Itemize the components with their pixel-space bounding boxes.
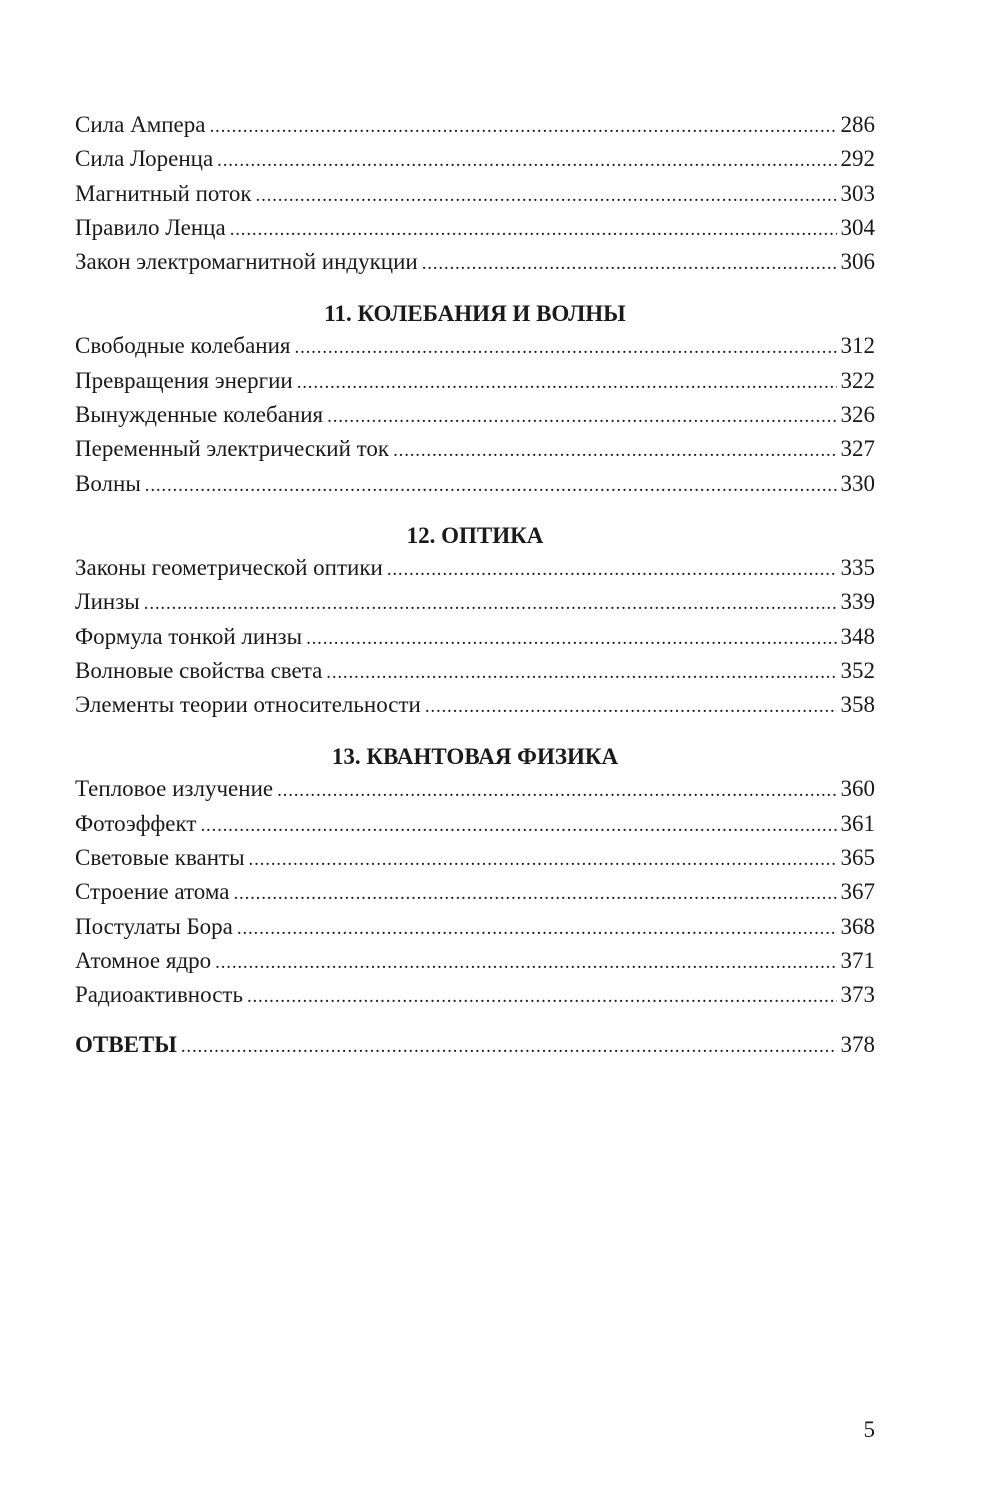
toc-entry-title: Переменный электрический ток xyxy=(75,436,390,462)
toc-entry-page: 373 xyxy=(840,982,875,1008)
toc-entry-page: 361 xyxy=(840,810,875,836)
dot-leader xyxy=(327,406,836,428)
toc-entry-title: Постулаты Бора xyxy=(75,913,233,939)
toc-entry-page: 368 xyxy=(840,913,875,939)
section-heading[interactable]: 13. КВАНТОВАЯ ФИЗИКА xyxy=(331,744,619,770)
toc-entry-page: 327 xyxy=(840,436,875,462)
dot-leader xyxy=(326,662,836,684)
toc-entry-page: 312 xyxy=(840,333,875,359)
toc-entry-title: Радиоактивность xyxy=(75,982,243,1008)
dot-leader xyxy=(425,696,837,718)
dot-leader xyxy=(215,952,836,974)
toc-entry[interactable] xyxy=(75,624,875,658)
toc-entry-page: 367 xyxy=(840,879,875,905)
toc-entry-page: 352 xyxy=(840,657,875,683)
toc-entry[interactable] xyxy=(75,982,875,1016)
dot-leader xyxy=(256,185,837,207)
dot-leader xyxy=(144,593,837,615)
toc-entry[interactable] xyxy=(75,776,875,810)
toc-entry-title: Атомное ядро xyxy=(75,947,212,973)
toc-entry[interactable] xyxy=(75,879,875,913)
toc-entry-page: 326 xyxy=(840,402,875,428)
toc-entry-title: Превращения энергии xyxy=(75,367,293,393)
toc-entry[interactable] xyxy=(75,249,875,283)
toc-entry[interactable] xyxy=(75,436,875,470)
toc-entry-page: 306 xyxy=(840,249,875,275)
toc-entry-title: Тепловое излучение xyxy=(75,776,274,802)
toc-entry-page: 339 xyxy=(840,589,875,615)
toc-entry-page: 304 xyxy=(840,214,875,240)
dot-leader xyxy=(387,559,837,581)
toc-entry[interactable] xyxy=(75,146,875,180)
dot-leader xyxy=(297,372,837,394)
table-of-contents xyxy=(75,112,875,1066)
toc-entry-page: 348 xyxy=(840,623,875,649)
toc-entry-title: Правило Ленца xyxy=(75,214,226,240)
toc-entry-title: Законы геометрической оптики xyxy=(75,554,383,580)
toc-entry-title: Закон электромагнитной индукции xyxy=(75,249,418,275)
toc-entry[interactable] xyxy=(75,555,875,589)
page-number: 5 xyxy=(863,1417,875,1442)
toc-entry-page: 371 xyxy=(840,947,875,973)
toc-entry-page: 360 xyxy=(840,776,875,802)
dot-leader xyxy=(230,219,837,241)
dot-leader xyxy=(393,440,836,462)
toc-entry-title: Формула тонкой линзы xyxy=(75,623,303,649)
toc-entry[interactable] xyxy=(75,368,875,402)
toc-entry-title: Сила Ампера xyxy=(75,112,206,137)
toc-entry-page: 286 xyxy=(840,112,875,137)
toc-entry-page: 292 xyxy=(840,146,875,172)
toc-entry-page: 335 xyxy=(840,554,875,580)
toc-entry-title: Вынужденные колебания xyxy=(75,402,324,428)
toc-entry[interactable] xyxy=(75,402,875,436)
dot-leader xyxy=(306,628,836,650)
dot-leader xyxy=(295,337,837,359)
toc-entry-page: 365 xyxy=(840,845,875,871)
toc-entry-answers[interactable] xyxy=(75,1032,875,1066)
toc-entry-page: 303 xyxy=(840,180,875,206)
toc-entry-title: Волновые свойства света xyxy=(75,657,323,683)
dot-leader xyxy=(249,849,837,871)
toc-entry[interactable] xyxy=(75,845,875,879)
toc-entry-title: Сила Лоренца xyxy=(75,146,214,172)
toc-entry-page: 358 xyxy=(840,692,875,718)
dot-leader xyxy=(209,116,836,138)
toc-entry[interactable] xyxy=(75,471,875,505)
dot-leader xyxy=(217,150,836,172)
dot-leader xyxy=(237,918,837,940)
dot-leader xyxy=(247,986,837,1008)
dot-leader xyxy=(200,815,836,837)
toc-entry[interactable] xyxy=(75,658,875,692)
dot-leader xyxy=(277,780,836,802)
toc-entry[interactable] xyxy=(75,215,875,249)
toc-entry[interactable] xyxy=(75,181,875,215)
toc-entry-title: ОТВЕТЫ xyxy=(75,1031,177,1057)
toc-entry-title: Фотоэффект xyxy=(75,810,197,836)
toc-entry[interactable] xyxy=(75,692,875,726)
toc-entry[interactable] xyxy=(75,589,875,623)
toc-entry-title: Линзы xyxy=(75,589,140,615)
dot-leader xyxy=(422,253,837,275)
dot-leader xyxy=(181,1036,837,1058)
toc-entry[interactable] xyxy=(75,333,875,367)
toc-entry[interactable] xyxy=(75,112,875,146)
toc-entry-page: 322 xyxy=(840,367,875,393)
dot-leader xyxy=(145,475,837,497)
section-heading[interactable]: 12. ОПТИКА xyxy=(406,522,544,548)
toc-entry[interactable] xyxy=(75,811,875,845)
toc-entry-title: Элементы теории относительности xyxy=(75,692,421,718)
toc-entry-title: Световые кванты xyxy=(75,845,245,871)
toc-entry-title: Магнитный поток xyxy=(75,180,252,206)
toc-entry-title: Волны xyxy=(75,470,141,496)
toc-entry[interactable] xyxy=(75,948,875,982)
toc-entry[interactable] xyxy=(75,914,875,948)
dot-leader xyxy=(233,883,836,905)
toc-entry-title: Свободные колебания xyxy=(75,333,291,359)
section-heading[interactable]: 11. КОЛЕБАНИЯ И ВОЛНЫ xyxy=(324,301,626,327)
toc-entry-page: 330 xyxy=(840,470,875,496)
toc-entry-title: Строение атома xyxy=(75,879,230,905)
toc-entry-page: 378 xyxy=(840,1031,875,1057)
